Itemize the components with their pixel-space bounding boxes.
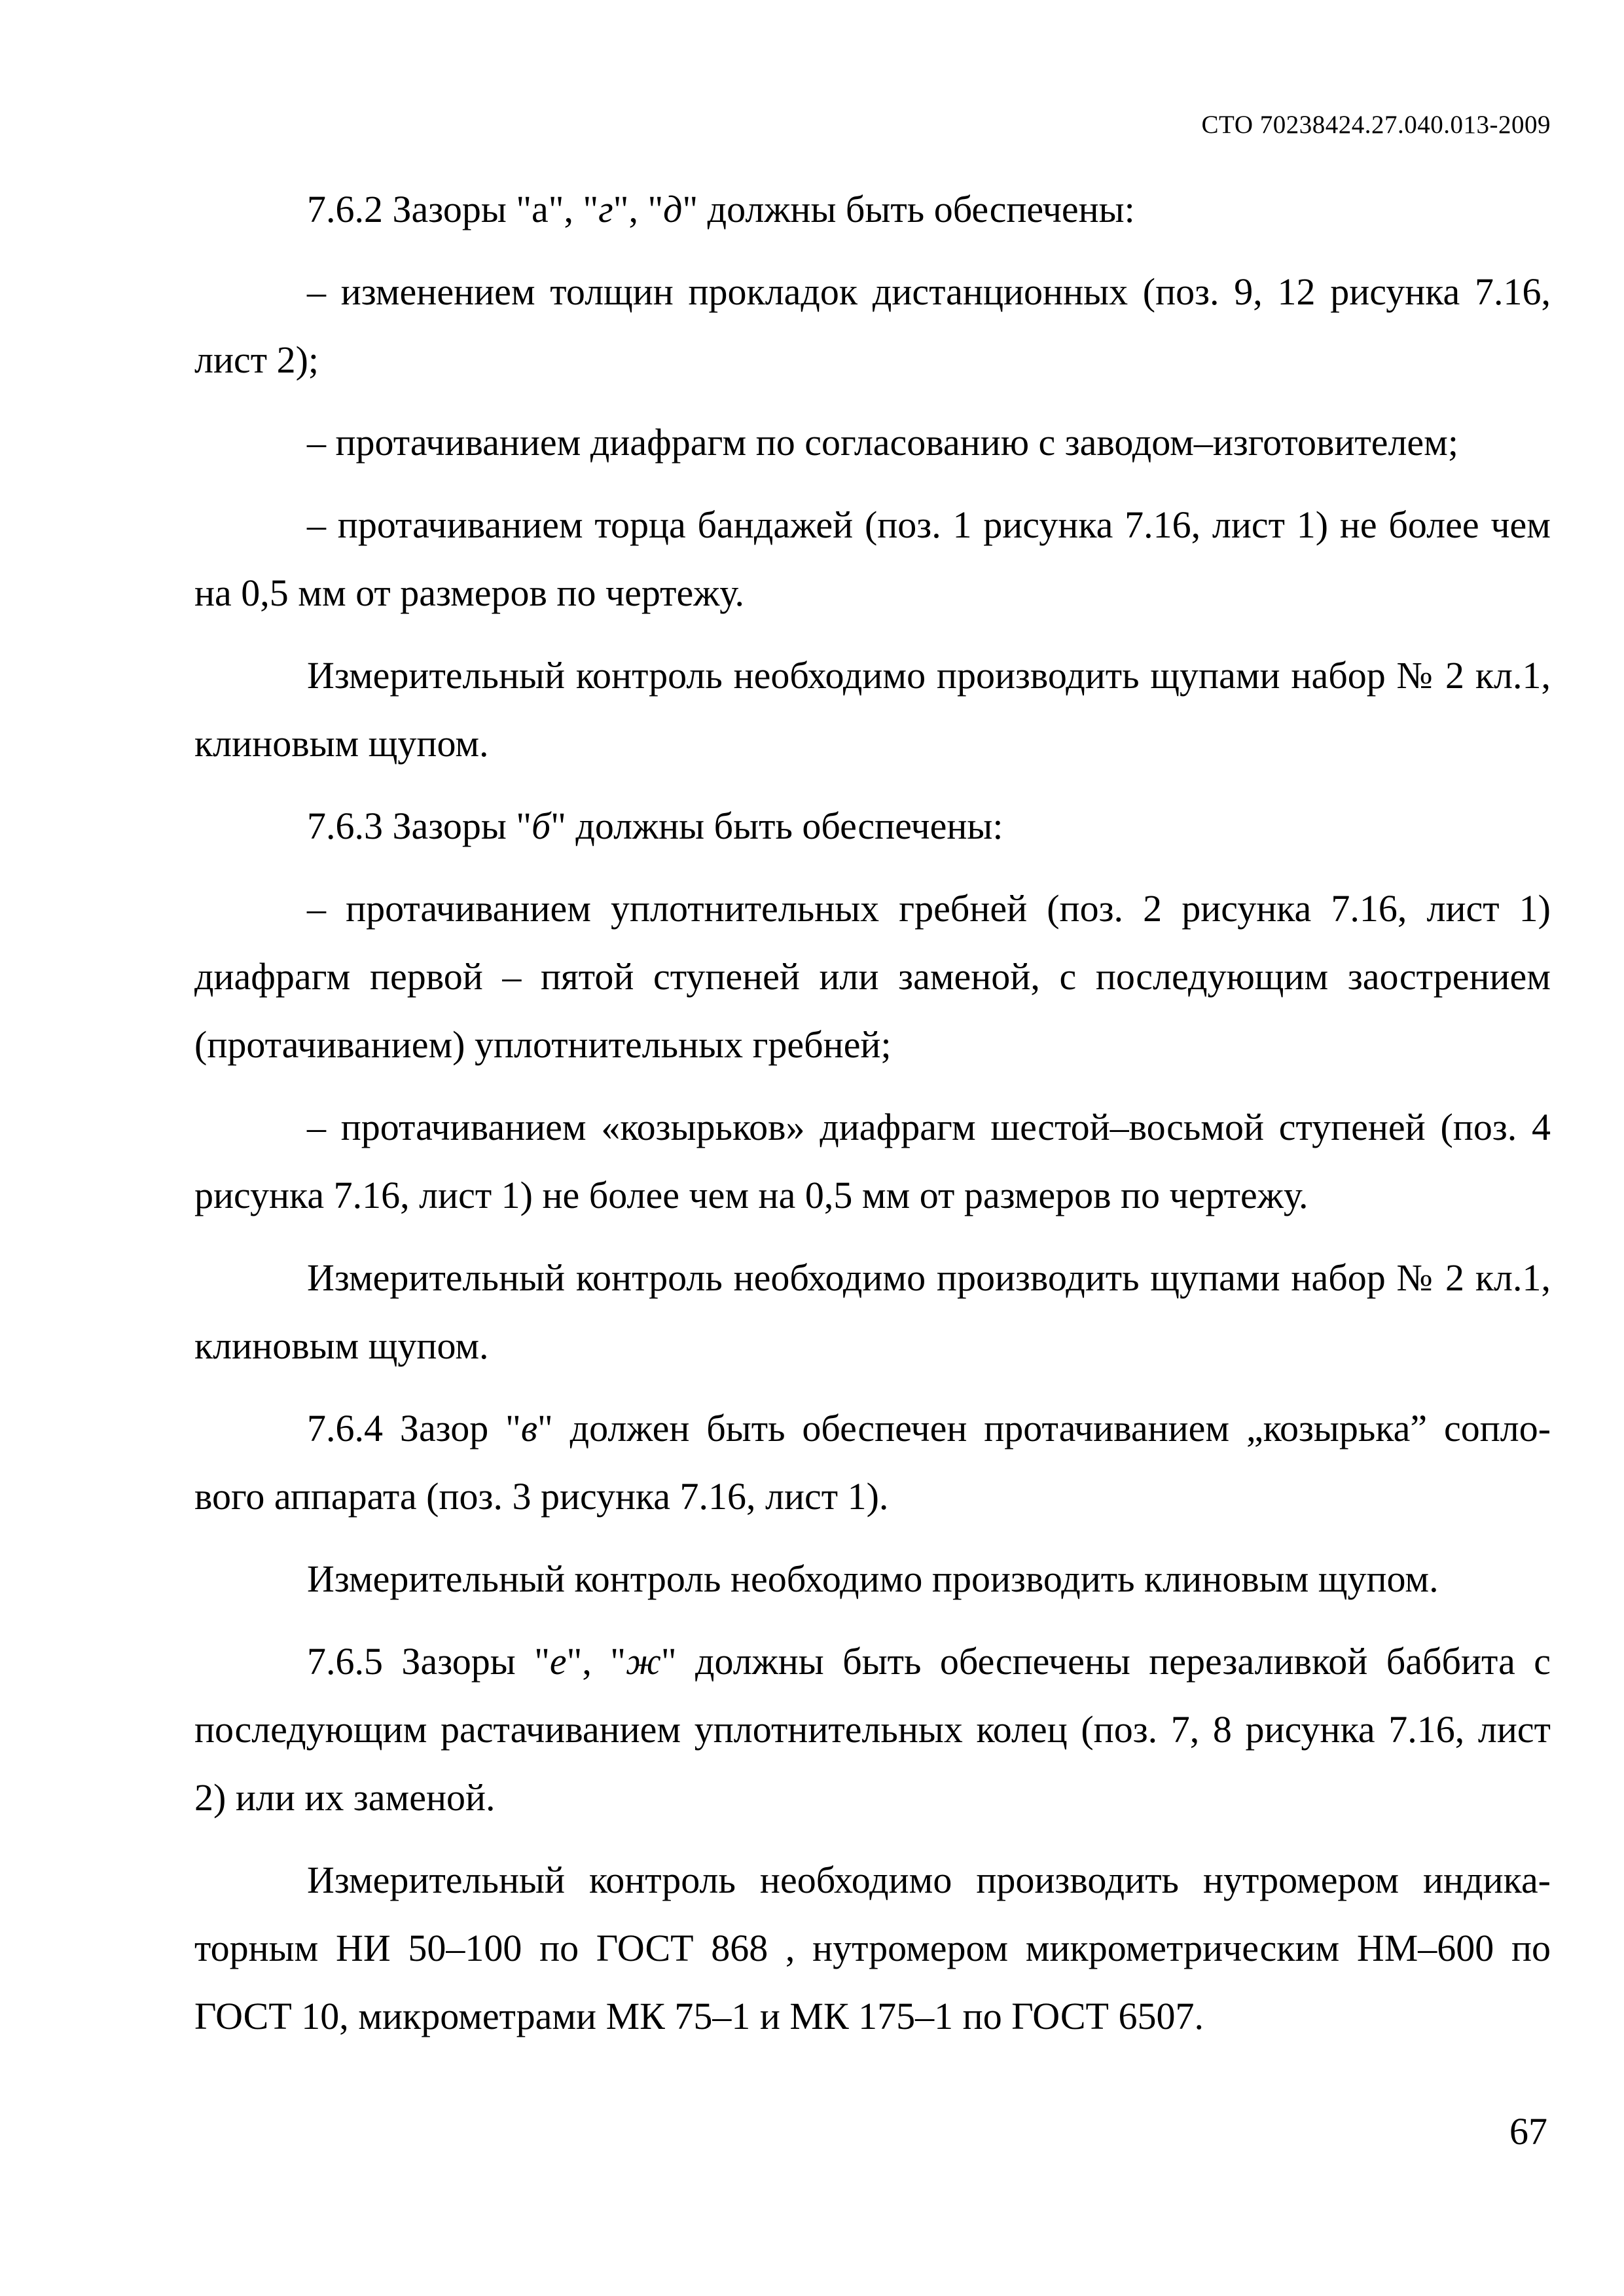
paragraph-measurement-control: Измерительный контроль необходимо производить щупами набор № 2 кл.1, клиновым щупом. <box>194 654 1551 765</box>
paragraph-7-6-2 <box>194 175 1551 244</box>
text-run: 7.6.3 Зазоры " <box>307 805 532 847</box>
page-number: 67 <box>1509 2110 1547 2153</box>
gap-letter: в <box>520 1407 538 1449</box>
text-run: " должен быть обеспечен протачиванием „козырька” сопло-вого аппарата (поз. 3 рисунка 7.16, лист 1). <box>194 1407 1551 1518</box>
text-run: ", " <box>613 188 664 230</box>
text-run: " должны быть обеспечены: <box>550 805 1003 847</box>
paragraph-7-6-3 <box>194 792 1551 860</box>
gap-letter: д <box>663 188 683 230</box>
list-item-bandage-turning: – протачиванием торца бандажей (поз. 1 рисунка 7.16, лист 1) не более чем на 0,5 мм от размеров по чертежу. <box>194 503 1551 614</box>
page-body <box>194 175 1551 2065</box>
document-code-header: СТО 70238424.27.040.013-2009 <box>1201 111 1551 139</box>
text-run: " должны быть обеспечены: <box>682 188 1135 230</box>
text-run: ", " <box>548 188 599 230</box>
paragraph-7-6-4 <box>194 1394 1551 1531</box>
paragraph-measurement-control: Измерительный контроль необходимо производить щупами набор № 2 кл.1, клиновым щупом. <box>194 1256 1551 1367</box>
list-item-visors-turning: – протачиванием «козырьков» диафрагм шестой–восьмой ступеней (поз. 4 рисунка 7.16, лист 1) не более чем на 0,5 мм от размеров по чертежу. <box>194 1106 1551 1216</box>
list-item-shim-thickness: – изменением толщин прокладок дистанционных (поз. 9, 12 рисунка 7.16, лист 2); <box>194 270 1551 381</box>
gap-letter: г <box>598 188 613 230</box>
text-run: 7.6.2 Зазоры "а <box>307 188 549 230</box>
list-item-diaphragm-turning: – протачиванием диафрагм по согласованию с заводом–изготовителем; <box>307 421 1458 464</box>
list-item-seal-ridges: – протачиванием уплотнительных гребней (поз. 2 рисунка 7.16, лист 1) диафрагм первой – пятой ступеней или заменой, с последующим заострением (протачиванием) уплотнительных гребней; <box>194 887 1551 1066</box>
paragraph-measurement-control: Измерительный контроль необходимо производить клиновым щупом. <box>307 1558 1439 1600</box>
gap-letter: е <box>549 1640 567 1683</box>
gap-letter: б <box>532 805 551 847</box>
text-run: ", " <box>566 1640 626 1683</box>
text-run: " должны быть обеспечены перезаливкой баббита с последующим растачиванием уплотнительных колец (поз. 7, 8 рисунка 7.16, лист 2) или их заменой. <box>194 1640 1551 1819</box>
text-run: 7.6.4 Зазор " <box>307 1407 521 1449</box>
paragraph-measurement-instruments: Измерительный контроль необходимо производить нутромером индика-торным НИ 50–100 по ГОСТ 868 , нутромером микрометрическим НМ–600 по ГОСТ 10, микрометрами МК 75–1 и МК 175–1 по ГОСТ 6507. <box>194 1859 1551 2037</box>
gap-letter: ж <box>625 1640 661 1683</box>
text-run: 7.6.5 Зазоры " <box>307 1640 550 1683</box>
paragraph-7-6-5 <box>194 1628 1551 1832</box>
